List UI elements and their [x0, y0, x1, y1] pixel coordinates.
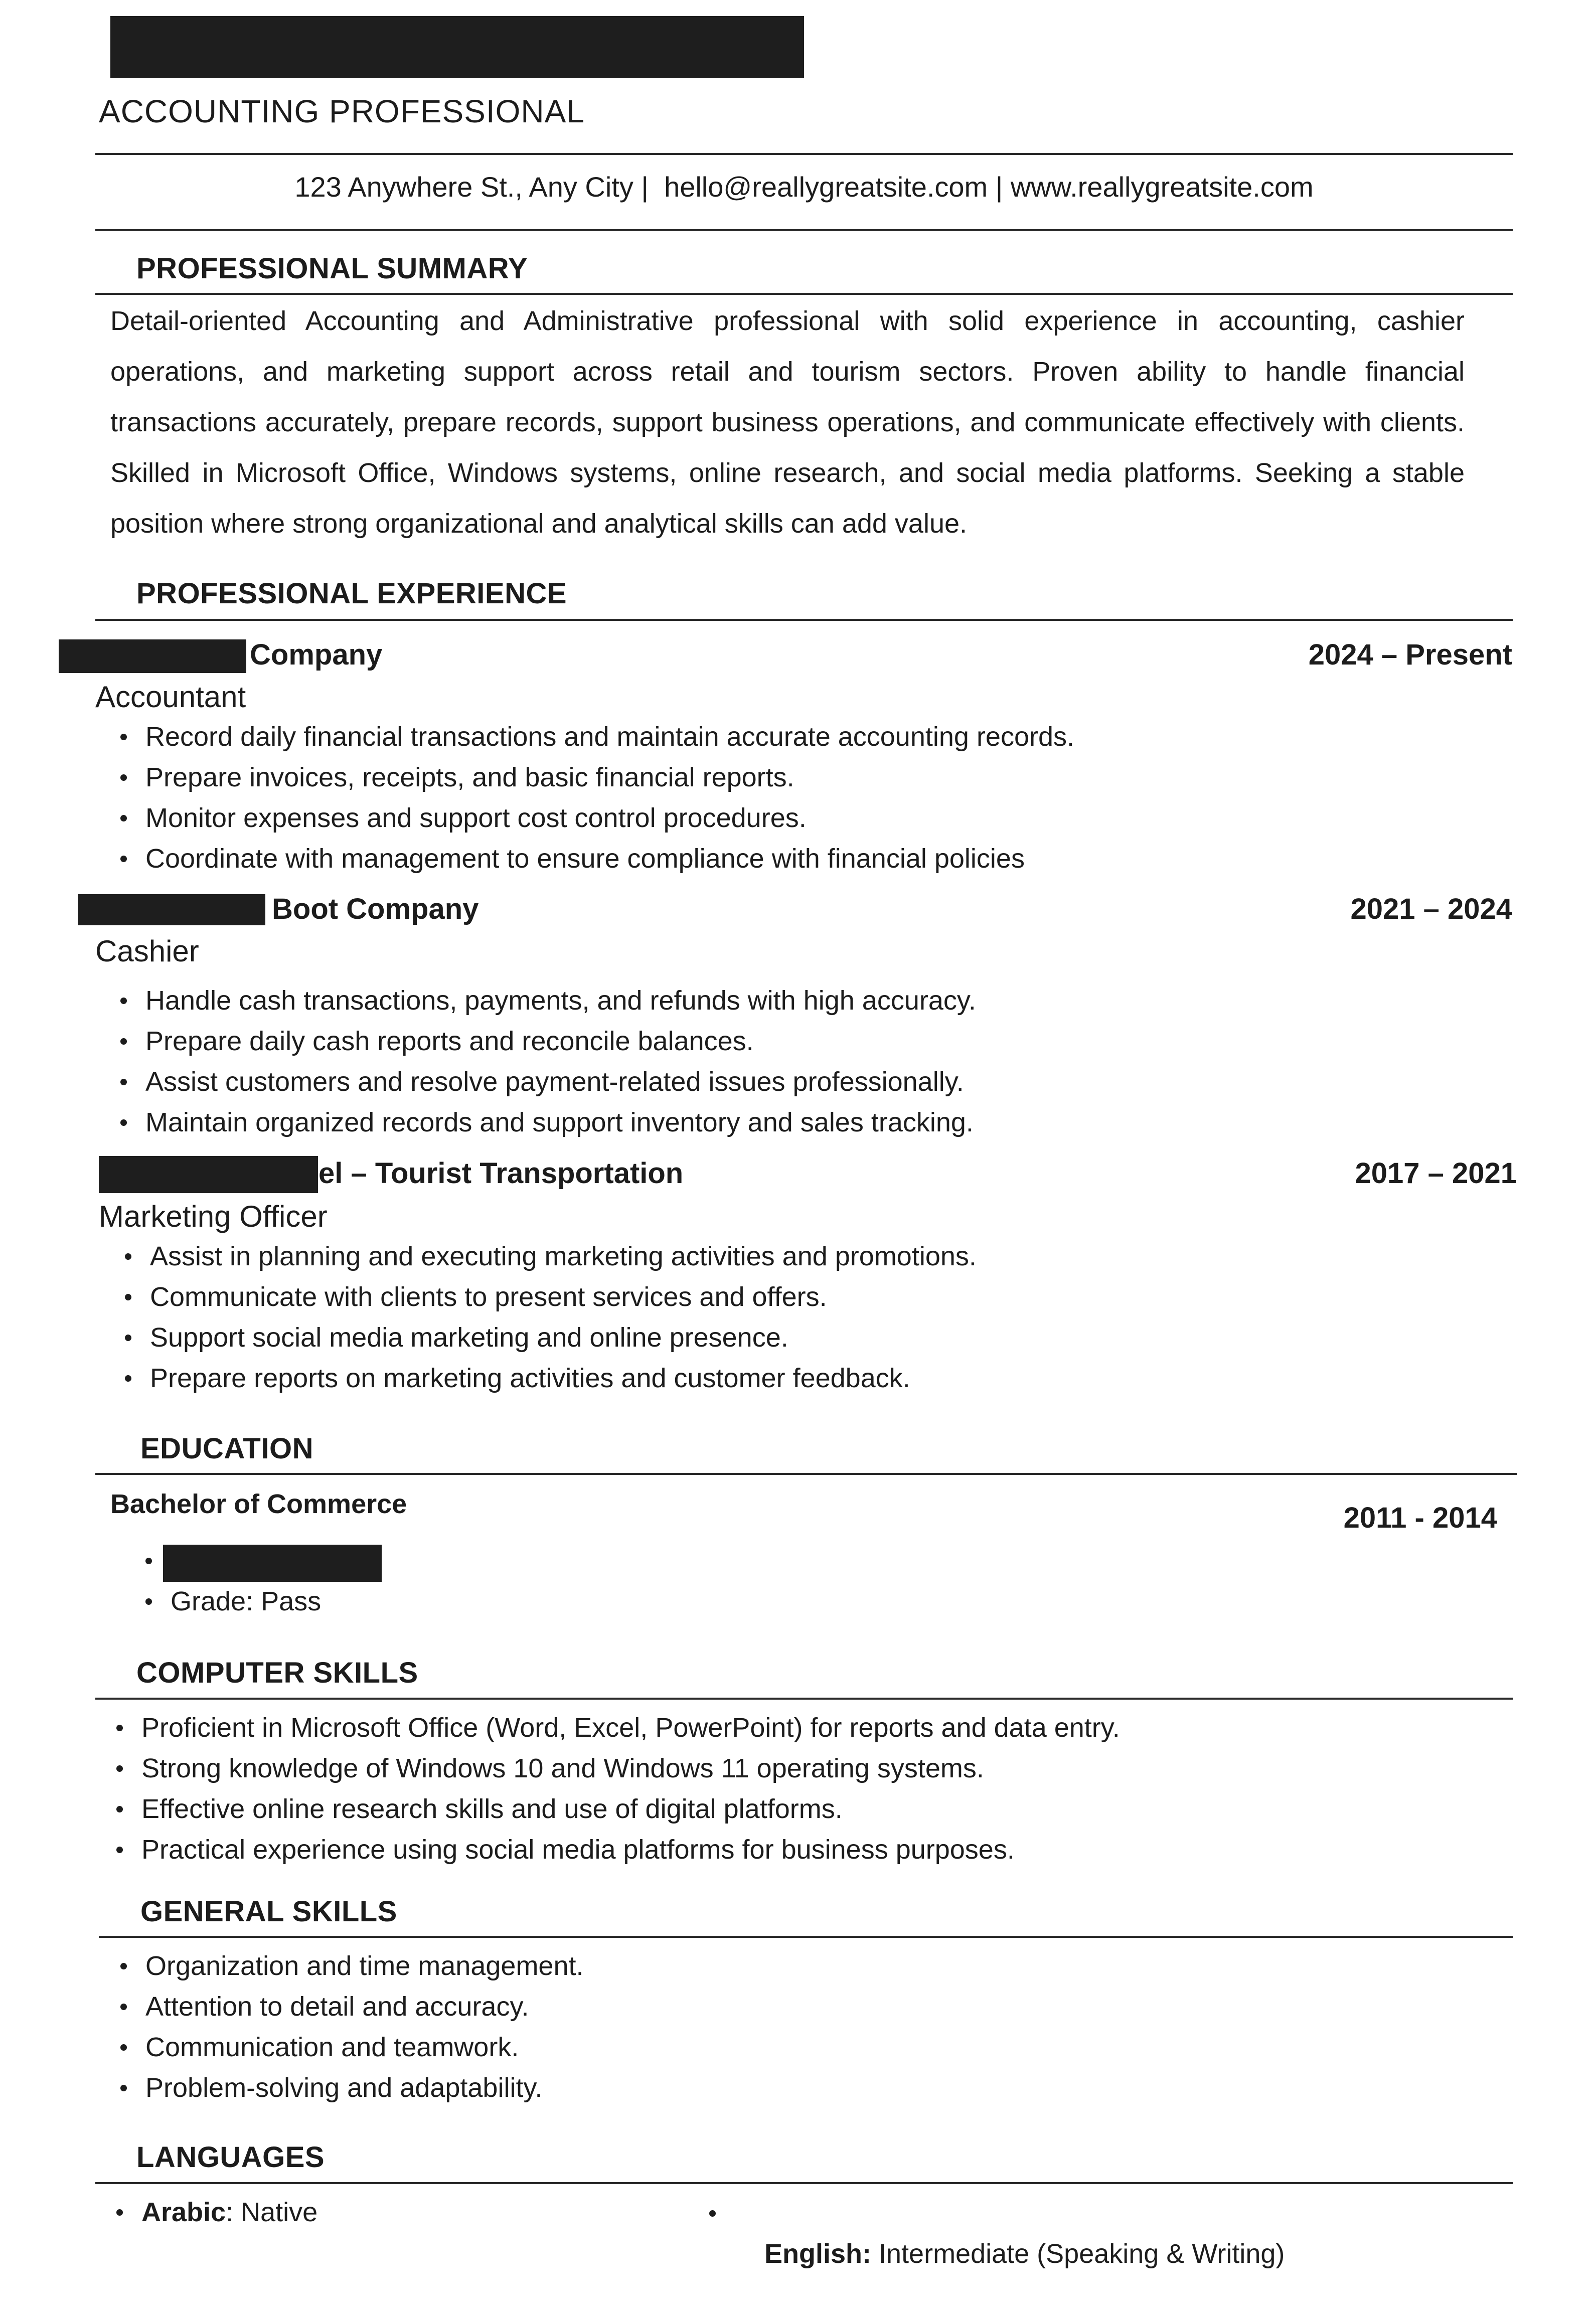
job-dates: 2021 – 2024 — [1350, 893, 1512, 925]
summary-divider — [95, 293, 1513, 295]
redacted-institution — [163, 1545, 382, 1582]
general-skills-list — [110, 1946, 584, 2108]
summary-text: Detail-oriented Accounting and Administrative professional with solid experience in accounting, cashier operations, and marketing support across retail and tourism sectors. Proven ability to handle financial transactions accurately, prepare records, support business operations, and communicate effectively with clients. Skilled in Microsoft Office, Windows systems, online research, and social media platforms. Seeking a stable position where strong organizational and analytical skills can add value. — [110, 306, 1465, 539]
summary-heading: PROFESSIONAL SUMMARY — [136, 252, 528, 285]
job-company: Boot Company — [272, 893, 479, 925]
list-item: Handle cash transactions, payments, and refunds with high accuracy. — [145, 980, 976, 1021]
education-divider — [95, 1473, 1517, 1475]
list-item: Communicate with clients to present services and offers. — [150, 1277, 977, 1317]
redacted-company-name — [59, 639, 246, 673]
language-level: : Native — [226, 2197, 318, 2227]
list-item: Record daily financial transactions and maintain accurate accounting records. — [145, 717, 1074, 757]
list-item: Effective online research skills and use of digital platforms. — [141, 1789, 1120, 1830]
language-item — [141, 2192, 317, 2233]
computer-skills-divider — [95, 1698, 1513, 1700]
experience-divider — [95, 619, 1513, 621]
education-details — [110, 1541, 321, 1622]
language-level: Intermediate (Speaking & Writing) — [871, 2239, 1285, 2269]
header-divider-bottom — [95, 229, 1513, 231]
languages-heading: LANGUAGES — [136, 2141, 325, 2174]
job-company: el – Tourist Transportation — [318, 1157, 684, 1190]
languages-divider — [95, 2182, 1513, 2184]
header-divider-top — [95, 153, 1513, 155]
list-item: Coordinate with management to ensure compliance with financial policies — [145, 839, 1074, 879]
education-heading: EDUCATION — [140, 1432, 313, 1465]
list-item: Support social media marketing and online presence. — [150, 1317, 977, 1358]
job-bullets — [110, 980, 976, 1143]
list-item: Proficient in Microsoft Office (Word, Excel, PowerPoint) for reports and data entry. — [141, 1708, 1120, 1748]
list-item: Organization and time management. — [145, 1946, 584, 1987]
education-degree: Bachelor of Commerce — [110, 1489, 407, 1519]
job-bullets — [115, 1236, 977, 1399]
list-item: Assist customers and resolve payment-related issues professionally. — [145, 1062, 976, 1102]
job-dates: 2024 – Present — [1308, 638, 1512, 671]
list-item: Problem-solving and adaptability. — [145, 2068, 584, 2108]
job-role: Marketing Officer — [99, 1200, 328, 1233]
list-item: Prepare reports on marketing activities and customer feedback. — [150, 1358, 977, 1399]
list-item: Practical experience using social media platforms for business purposes. — [141, 1830, 1120, 1870]
job-role: Accountant — [95, 680, 246, 714]
list-item: Monitor expenses and support cost control procedures. — [145, 798, 1074, 839]
language-item — [734, 2193, 1285, 2269]
languages-list-right — [699, 2193, 1285, 2269]
list-item: Assist in planning and executing marketing activities and promotions. — [150, 1236, 977, 1277]
job-company: Company — [250, 638, 383, 671]
list-item: Grade: Pass — [171, 1581, 321, 1622]
computer-skills-list — [106, 1708, 1120, 1870]
general-skills-divider — [99, 1936, 1513, 1938]
redacted-company-name — [78, 894, 265, 925]
job-dates: 2017 – 2021 — [1355, 1157, 1517, 1190]
list-item: Communication and teamwork. — [145, 2027, 584, 2068]
experience-heading: PROFESSIONAL EXPERIENCE — [136, 577, 567, 610]
list-item: Prepare invoices, receipts, and basic financial reports. — [145, 757, 1074, 798]
job-bullets — [110, 717, 1074, 879]
language-name: English: — [764, 2239, 872, 2269]
redacted-company-name — [99, 1156, 318, 1193]
job-role: Cashier — [95, 934, 199, 968]
page-title: ACCOUNTING PROFESSIONAL — [99, 93, 585, 129]
redacted-name — [110, 16, 804, 78]
list-item: Maintain organized records and support inventory and sales tracking. — [145, 1102, 976, 1143]
list-item: Strong knowledge of Windows 10 and Windows 11 operating systems. — [141, 1748, 1120, 1789]
list-item-redacted — [171, 1541, 321, 1581]
languages-list-left — [106, 2192, 317, 2233]
list-item: Prepare daily cash reports and reconcile balances. — [145, 1021, 976, 1062]
contact-line: 123 Anywhere St., Any City | hello@reallygreatsite.com | www.reallygreatsite.com — [294, 171, 1314, 203]
language-name: Arabic — [141, 2197, 226, 2227]
education-dates: 2011 - 2014 — [1343, 1502, 1497, 1534]
general-skills-heading: GENERAL SKILLS — [140, 1895, 397, 1928]
computer-skills-heading: COMPUTER SKILLS — [136, 1657, 418, 1689]
list-item: Attention to detail and accuracy. — [145, 1987, 584, 2027]
